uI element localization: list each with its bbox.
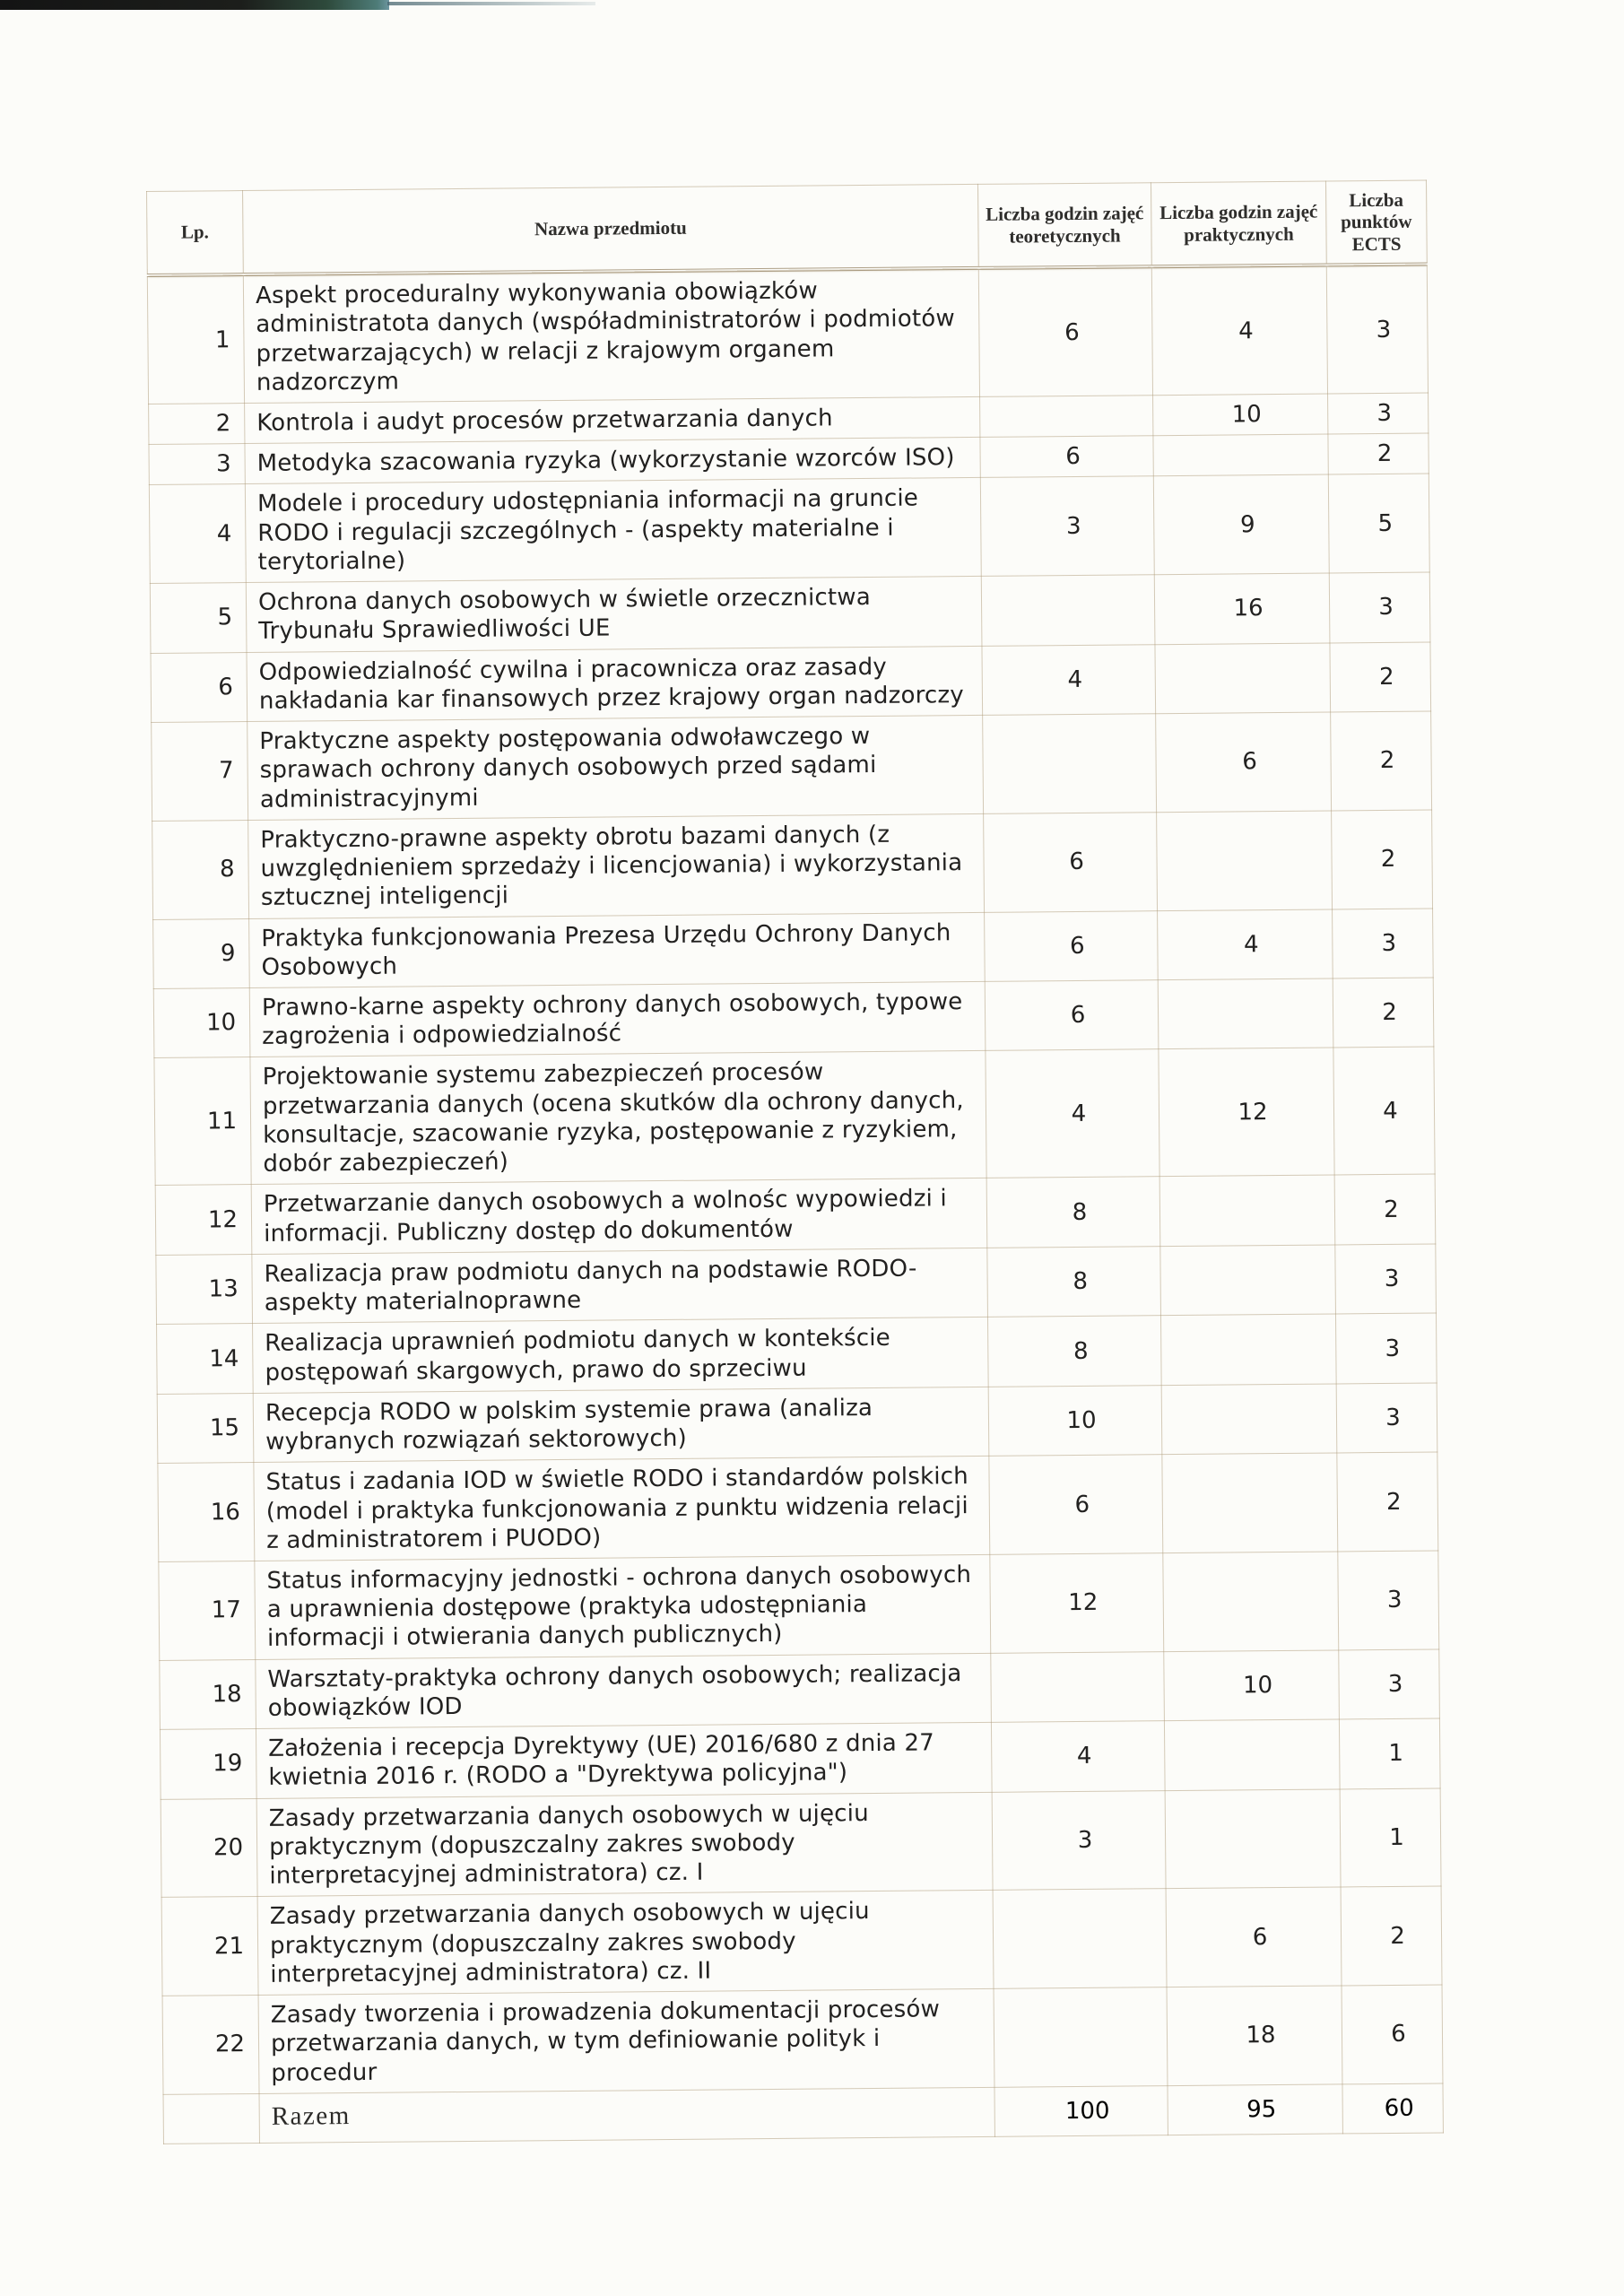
row-number-cell: 11 <box>154 1057 251 1186</box>
theory-hours-cell: 6 <box>978 266 1152 396</box>
col-header-subject-name: Nazwa przedmiotu <box>243 184 979 274</box>
row-number-cell: 12 <box>155 1185 252 1255</box>
ects-points-cell: 3 <box>1335 1313 1437 1383</box>
practice-hours-cell <box>1159 1175 1335 1246</box>
row-number-cell: 22 <box>162 1996 259 2095</box>
row-number-cell: 1 <box>147 274 244 404</box>
row-number-cell: 18 <box>160 1659 256 1729</box>
table-row <box>147 265 1428 404</box>
theory-hours-cell <box>981 575 1155 646</box>
subject-name-cell: Modele i procedury udostępniania informacji na gruncie RODO i regulacji szczególnych - (aspekty materialne i terytorialne) <box>245 478 981 583</box>
practice-hours-cell: 6 <box>1156 712 1332 812</box>
practice-hours-cell <box>1164 1719 1340 1790</box>
row-number-cell: 3 <box>149 444 245 485</box>
ects-points-cell: 3 <box>1338 1551 1439 1650</box>
curriculum-table <box>146 180 1444 2144</box>
ects-points-cell: 3 <box>1336 1383 1437 1453</box>
subject-name-cell: Realizacja praw podmiotu danych na podstawie RODO- aspekty materialnoprawne <box>252 1248 988 1324</box>
ects-points-cell: 2 <box>1331 711 1432 811</box>
subject-name-cell: Kontrola i audyt procesów przetwarzania danych <box>245 396 980 443</box>
table-row <box>160 1718 1440 1799</box>
table-row <box>152 810 1433 919</box>
row-number-cell: 7 <box>152 722 248 822</box>
practice-hours-cell: 4 <box>1151 265 1327 396</box>
ects-points-cell: 3 <box>1328 393 1429 434</box>
theory-hours-cell: 6 <box>980 436 1153 478</box>
table-row <box>159 1551 1439 1660</box>
ects-points-cell: 2 <box>1330 642 1431 712</box>
theory-hours-cell: 4 <box>986 1049 1159 1178</box>
practice-hours-cell <box>1157 811 1333 910</box>
subject-name-cell: Metodyka szacowania ryzyka (wykorzystanie wzorców ISO) <box>245 438 980 484</box>
practice-hours-cell <box>1165 1789 1341 1889</box>
subject-name-cell: Praktyka funkcjonowania Prezesa Urzędu Ochrony Danych Osobowych <box>249 912 986 988</box>
practice-hours-cell: 9 <box>1153 474 1329 574</box>
subject-name-cell: Projektowanie systemu zabezpieczeń procesów przetwarzania danych (ocena skutków dla ochrony danych, konsultacje, szacowanie ryzyka, postępowanie z ryzykiem, dobór zabezpieczeń) <box>250 1051 986 1185</box>
subject-name-cell: Praktyczno-prawne aspekty obrotu bazami danych (z uwzględnieniem sprzedaży i licencjowania) i wykorzystania sztucznej inteligencji <box>248 813 985 918</box>
row-number-cell: 10 <box>153 988 250 1058</box>
theory-hours-cell: 10 <box>988 1385 1162 1456</box>
theory-hours-cell <box>991 1651 1165 1722</box>
subject-name-cell: Realizacja uprawnień podmiotu danych w kontekście postępowań skargowych, prawo do sprzeciwu <box>253 1318 989 1394</box>
theory-hours-cell: 3 <box>980 476 1154 576</box>
row-number-cell: 15 <box>157 1393 254 1463</box>
table-row <box>160 1649 1440 1730</box>
theory-hours-cell <box>994 1987 1168 2087</box>
table-footer <box>163 2083 1443 2144</box>
ects-points-cell: 3 <box>1335 1244 1437 1314</box>
theory-hours-cell <box>980 396 1153 438</box>
ects-points-cell: 1 <box>1340 1788 1441 1888</box>
scan-artifact-bar <box>0 0 389 10</box>
theory-hours-cell: 4 <box>982 644 1156 715</box>
theory-hours-cell: 12 <box>990 1553 1164 1653</box>
table-row <box>161 1788 1441 1898</box>
table-row <box>149 474 1429 584</box>
theory-hours-cell: 3 <box>992 1790 1166 1890</box>
row-number-cell: 19 <box>160 1729 256 1799</box>
subject-name-cell: Przetwarzanie danych osobowych a wolnośc wypowiedzi i informacji. Publiczny dostęp do dokumentów <box>251 1178 987 1255</box>
theory-hours-cell: 8 <box>987 1316 1161 1387</box>
table-row <box>161 1886 1442 1996</box>
table-body <box>147 265 1443 2095</box>
ects-points-cell: 3 <box>1329 572 1430 642</box>
subject-name-cell: Zasady przetwarzania danych osobowych w ujęciu praktycznym (dopuszczalny zakres swobody interpretacyjnej administratora) cz. II <box>257 1891 994 1996</box>
row-number-cell: 17 <box>159 1561 256 1660</box>
practice-hours-cell: 10 <box>1164 1650 1340 1721</box>
practice-hours-cell <box>1160 1314 1336 1385</box>
subject-name-cell: Zasady tworzenia i prowadzenia dokumentacji procesów przetwarzania danych, w tym definiowanie polityk i procedur <box>258 1988 994 2093</box>
ects-points-cell: 2 <box>1332 810 1433 909</box>
theory-hours-cell: 4 <box>991 1721 1165 1792</box>
subject-name-cell: Zasady przetwarzania danych osobowych w ujęciu praktycznym (dopuszczalny zakres swobody interpretacyjnej administratora) cz. I <box>256 1792 993 1897</box>
theory-hours-cell: 6 <box>989 1455 1163 1554</box>
table-row <box>157 1313 1437 1394</box>
table-row <box>158 1452 1438 1561</box>
practice-hours-cell: 18 <box>1167 1986 1342 2085</box>
practice-hours-cell: 4 <box>1158 909 1333 980</box>
practice-hours-cell: 12 <box>1159 1048 1334 1177</box>
practice-hours-cell <box>1155 643 1331 714</box>
practice-hours-cell <box>1158 978 1333 1049</box>
row-number-cell: 2 <box>149 404 245 445</box>
total-theory-hours-cell: 100 <box>994 2085 1168 2136</box>
document-sheet <box>146 180 1446 2144</box>
row-number-cell: 4 <box>149 484 246 584</box>
row-number-cell: 20 <box>161 1798 257 1898</box>
practice-hours-cell <box>1162 1453 1338 1552</box>
ects-points-cell: 4 <box>1333 1047 1435 1175</box>
total-practice-hours-cell: 95 <box>1168 2084 1342 2135</box>
ects-points-cell: 3 <box>1326 265 1428 394</box>
ects-points-cell: 3 <box>1339 1649 1440 1719</box>
ects-points-cell: 2 <box>1337 1452 1438 1552</box>
subject-name-cell: Praktyczne aspekty postępowania odwoławczego w sprawach ochrony danych osobowych przed sądami administracyjnymi <box>248 716 984 821</box>
ects-points-cell: 2 <box>1328 433 1429 474</box>
subject-name-cell: Status i zadania IOD w świetle RODO i standardów polskich (model i praktyka funkcjonowania z punktu widzenia relacji z administratorem i PUODO) <box>254 1457 990 1561</box>
practice-hours-cell: 16 <box>1154 573 1330 644</box>
table-row <box>153 978 1434 1058</box>
col-header-theory-hours: Liczba godzin zajęć teoretycznych <box>977 183 1151 268</box>
practice-hours-cell <box>1153 434 1328 476</box>
table-row <box>162 1985 1443 2094</box>
row-number-cell: 14 <box>157 1324 254 1394</box>
ects-points-cell: 6 <box>1342 1985 1443 2084</box>
theory-hours-cell: 8 <box>986 1177 1160 1248</box>
row-number-cell: 16 <box>158 1463 255 1562</box>
practice-hours-cell: 10 <box>1153 394 1328 436</box>
row-number-cell: 9 <box>153 918 250 988</box>
table-row <box>152 711 1432 821</box>
subject-name-cell: Warsztaty-praktyka ochrony danych osobowych; realizacja obowiązków IOD <box>256 1653 992 1729</box>
table-header <box>147 180 1428 275</box>
theory-hours-cell: 6 <box>985 910 1159 981</box>
table-row <box>157 1383 1437 1464</box>
theory-hours-cell <box>983 714 1157 813</box>
row-number-cell: 21 <box>161 1897 258 1996</box>
col-header-practice-hours: Liczba godzin zajęć praktycznych <box>1151 181 1326 266</box>
subject-name-cell: Odpowiedzialność cywilna i pracownicza oraz zasady nakładania kar finansowych przez krajowy organ nadzorczy <box>247 646 983 722</box>
ects-points-cell: 1 <box>1339 1718 1440 1788</box>
subject-name-cell: Ochrona danych osobowych w świetle orzecznictwa Trybunału Sprawiedliwości UE <box>246 577 982 653</box>
row-number-cell: 8 <box>152 820 249 919</box>
row-number-cell: 5 <box>150 583 247 653</box>
practice-hours-cell <box>1160 1245 1336 1316</box>
table-row <box>153 909 1434 989</box>
practice-hours-cell <box>1161 1384 1337 1455</box>
table-row <box>151 642 1431 723</box>
theory-hours-cell: 6 <box>985 980 1159 1051</box>
table-row <box>155 1174 1436 1255</box>
ects-points-cell: 2 <box>1341 1886 1442 1986</box>
col-header-ects-points: Liczba punktów ECTS <box>1325 180 1427 265</box>
row-number-cell: 6 <box>151 652 248 722</box>
ects-points-cell: 3 <box>1333 909 1434 978</box>
theory-hours-cell: 8 <box>987 1247 1161 1318</box>
total-ects-points-cell: 60 <box>1342 2083 1443 2134</box>
subject-name-cell: Założenia i recepcja Dyrektywy (UE) 2016/680 z dnia 27 kwietnia 2016 r. (RODO a "Dyrektywa policyjna") <box>256 1722 992 1798</box>
subject-name-cell: Status informacyjny jednostki - ochrona danych osobowych a uprawnienia dostępowe (praktyka udostępniania informacji i otwierania danych publicznych) <box>255 1554 991 1659</box>
subject-name-cell: Prawno-karne aspekty ochrony danych osobowych, typowe zagrożenia i odpowiedzialność <box>249 981 986 1057</box>
total-label-cell: Razem <box>259 2087 994 2143</box>
theory-hours-cell: 6 <box>984 813 1158 912</box>
subject-name-cell: Recepcja RODO w polskim systemie prawa (analiza wybranych rozwiązań sektorowych) <box>253 1387 989 1463</box>
table-row <box>156 1244 1437 1325</box>
table-row <box>154 1047 1435 1185</box>
subject-name-cell: Aspekt proceduralny wykonywania obowiązków administratota danych (współadministratorów i podmiotów przetwarzających) w relacji z krajowym organem nadzorczym <box>243 268 979 404</box>
scan-artifact-line <box>387 2 595 5</box>
ects-points-cell: 5 <box>1328 474 1429 574</box>
header-row <box>147 180 1428 275</box>
theory-hours-cell <box>993 1889 1167 1988</box>
practice-hours-cell <box>1163 1552 1339 1651</box>
practice-hours-cell: 6 <box>1166 1887 1342 1987</box>
table-row <box>150 572 1430 653</box>
ects-points-cell: 2 <box>1334 1174 1436 1244</box>
row-number-cell: 13 <box>156 1254 253 1324</box>
total-empty-cell <box>163 2093 259 2144</box>
total-row <box>163 2083 1443 2144</box>
col-header-lp: Lp. <box>147 191 244 276</box>
ects-points-cell: 2 <box>1333 978 1434 1048</box>
